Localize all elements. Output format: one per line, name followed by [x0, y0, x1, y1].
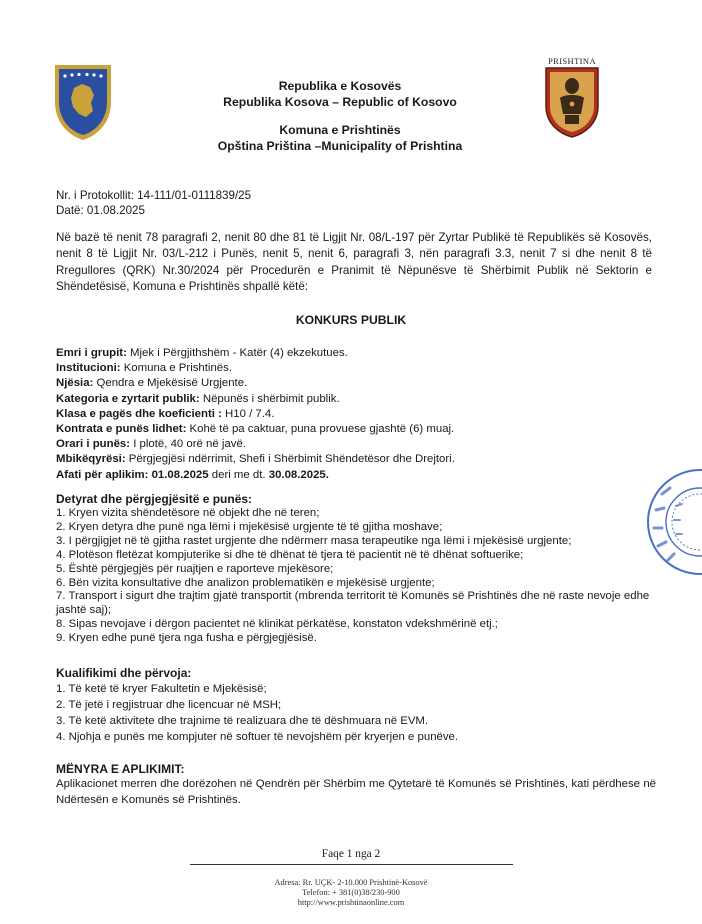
qualifications-heading: Kualifikimi dhe përvoja:: [56, 666, 192, 680]
document-title: KONKURS PUBLIK: [295, 313, 407, 327]
qualifications-section: [56, 666, 656, 745]
header-line-3: Komuna e Prishtinës: [279, 123, 401, 137]
list-item: 4. Njohja e punës me kompjuter në softuer të nevojshëm për kryerjen e punëve.: [56, 731, 459, 743]
letterhead: [150, 78, 530, 154]
field-unit: Njësia: Qendra e Mjekësisë Urgjente.: [56, 377, 248, 390]
field-deadline: Afati për aplikim: 01.08.2025 deri me dt. 30.08.2025.: [56, 468, 329, 481]
list-item: 1. Të ketë të kryer Fakultetin e Mjekësisë;: [56, 683, 267, 695]
footer-website: http://www.prishtinaonline.com: [297, 898, 405, 907]
list-item: 5. Është përgjegjës për ruajtjen e raporteve mjekësore;: [56, 562, 334, 575]
list-item: 9. Kryen edhe punë tjera nga fusha e përgjegjësisë.: [56, 632, 317, 645]
list-item: 6. Bën vizita konsultative dhe analizon problematikën e mjekësisë urgjente;: [56, 576, 435, 589]
footer-contact: [0, 878, 702, 908]
field-salary-class: Klasa e pagës dhe koeficienti : H10 / 7.4.: [56, 407, 275, 420]
position-details: [56, 346, 656, 483]
list-item: 4. Plotëson fletëzat kompjuterike si dhe të dhënat të tjera të pacientit në të dhënat softuerike;: [56, 548, 524, 561]
legal-basis-paragraph: Në bazë të nenit 78 paragrafi 2, nenit 80 dhe 81 të Ligjit Nr. 08/L-197 për Zyrtar Publikë të Republikës së Kosovës, nenit 8 të Ligjit Nr. 03/L-212 i Punës, nenit 5, nenit 6, paragrafi 3, nën paragrafi 3.3, nenit 7 si dhe nenit 8 të Rregullores (QRK) Nr.30/2024 për Procedurën e Pranimit të Nëpunësve të Shërbimit Publik në Sektorin e Shëndetësisë, Komuna e Prishtinës shpallë këtë:: [56, 231, 652, 293]
list-item: 1. Kryen vizita shëndetësore në objekt dhe në teren;: [56, 507, 320, 519]
list-item: 2. Të jetë i regjistruar dhe licencuar në MSH;: [56, 699, 282, 711]
list-item: 3. Të ketë aktivitete dhe trajnime të realizuara dhe të dëshmuara në EVM.: [56, 715, 429, 727]
field-group-name: Emri i grupit: Mjek i Përgjithshëm - Katër (4) ekzekutues.: [56, 347, 348, 359]
duties-section: [56, 492, 656, 646]
header-line-2: Republika Kosova – Republic of Kosovo: [223, 95, 457, 109]
field-category: Kategoria e zyrtarit publik: Nëpunës i shërbimit publik.: [56, 392, 340, 405]
prishtina-coat-of-arms-icon: [540, 56, 604, 140]
header-line-4: Opština Priština –Municipality of Prishtina: [217, 139, 463, 153]
page-number: Faqe 1 nga 2: [321, 848, 381, 860]
document-date: Datë: 01.08.2025: [56, 204, 145, 217]
document-meta: [56, 188, 251, 218]
list-item: 2. Kryen detyra dhe punë nga lëmi i mjekësisë urgjente të të gjitha moshave;: [56, 520, 443, 533]
duties-list: [56, 507, 656, 646]
list-item: 3. I përgjigjet në të gjitha rastet urgjente dhe ndërmerr masa terapeutike nga lëmi i mjekësisë urgjente;: [56, 534, 572, 547]
qualifications-list: [56, 681, 656, 745]
field-institution: Institucioni: Komuna e Prishtinës.: [56, 362, 232, 375]
list-item: 8. Sipas nevojave i dërgon pacientet në klinikat përkatëse, konstaton vdekshmërinë etj.;: [56, 618, 498, 631]
emblem-city-label: PRISHTINA: [548, 56, 596, 66]
official-stamp-icon: [642, 462, 702, 582]
footer-phone: Telefon: + 381(0)38/230-900: [302, 888, 400, 897]
list-item: 7. Transport i sigurt dhe trajtim gjatë transportit (mbrenda territorit të Komunës së Prishtinës dhe në raste nevoje edhe jashtë saj);: [56, 590, 650, 617]
field-schedule: Orari i punës: I plotë, 40 orë në javë.: [56, 438, 246, 451]
field-contract: Kontrata e punës lidhet: Kohë të pa caktuar, puna provuese gjashtë (6) muaj.: [56, 423, 455, 436]
footer-address: Adresa: Rr. UÇK- 2-10.000 Prishtinë-Kosovë: [274, 878, 428, 887]
header-line-1: Republika e Kosovës: [278, 79, 402, 93]
application-method-heading: MËNYRA E APLIKIMIT:: [56, 762, 185, 776]
application-method-text: Aplikacionet merren dhe dorëzohen në Qendrën për Shërbim me Qytetarë të Komunës së Prishtinës, kati përdhese në Ndërtesën e Komunës së Prishtinës.: [56, 778, 656, 806]
field-supervisor: Mbikëqyrësi: Përgjegjësi ndërrimit, Shefi i Shërbimit Shëndetësor dhe Drejtori.: [56, 453, 455, 466]
application-method-section: [56, 762, 656, 808]
kosovo-coat-of-arms-icon: [52, 62, 114, 142]
protocol-number: Nr. i Protokollit: 14-111/01-0111839/25: [56, 189, 252, 202]
duties-heading: Detyrat dhe përgjegjësitë e punës:: [56, 492, 253, 506]
footer-divider: [190, 864, 513, 865]
